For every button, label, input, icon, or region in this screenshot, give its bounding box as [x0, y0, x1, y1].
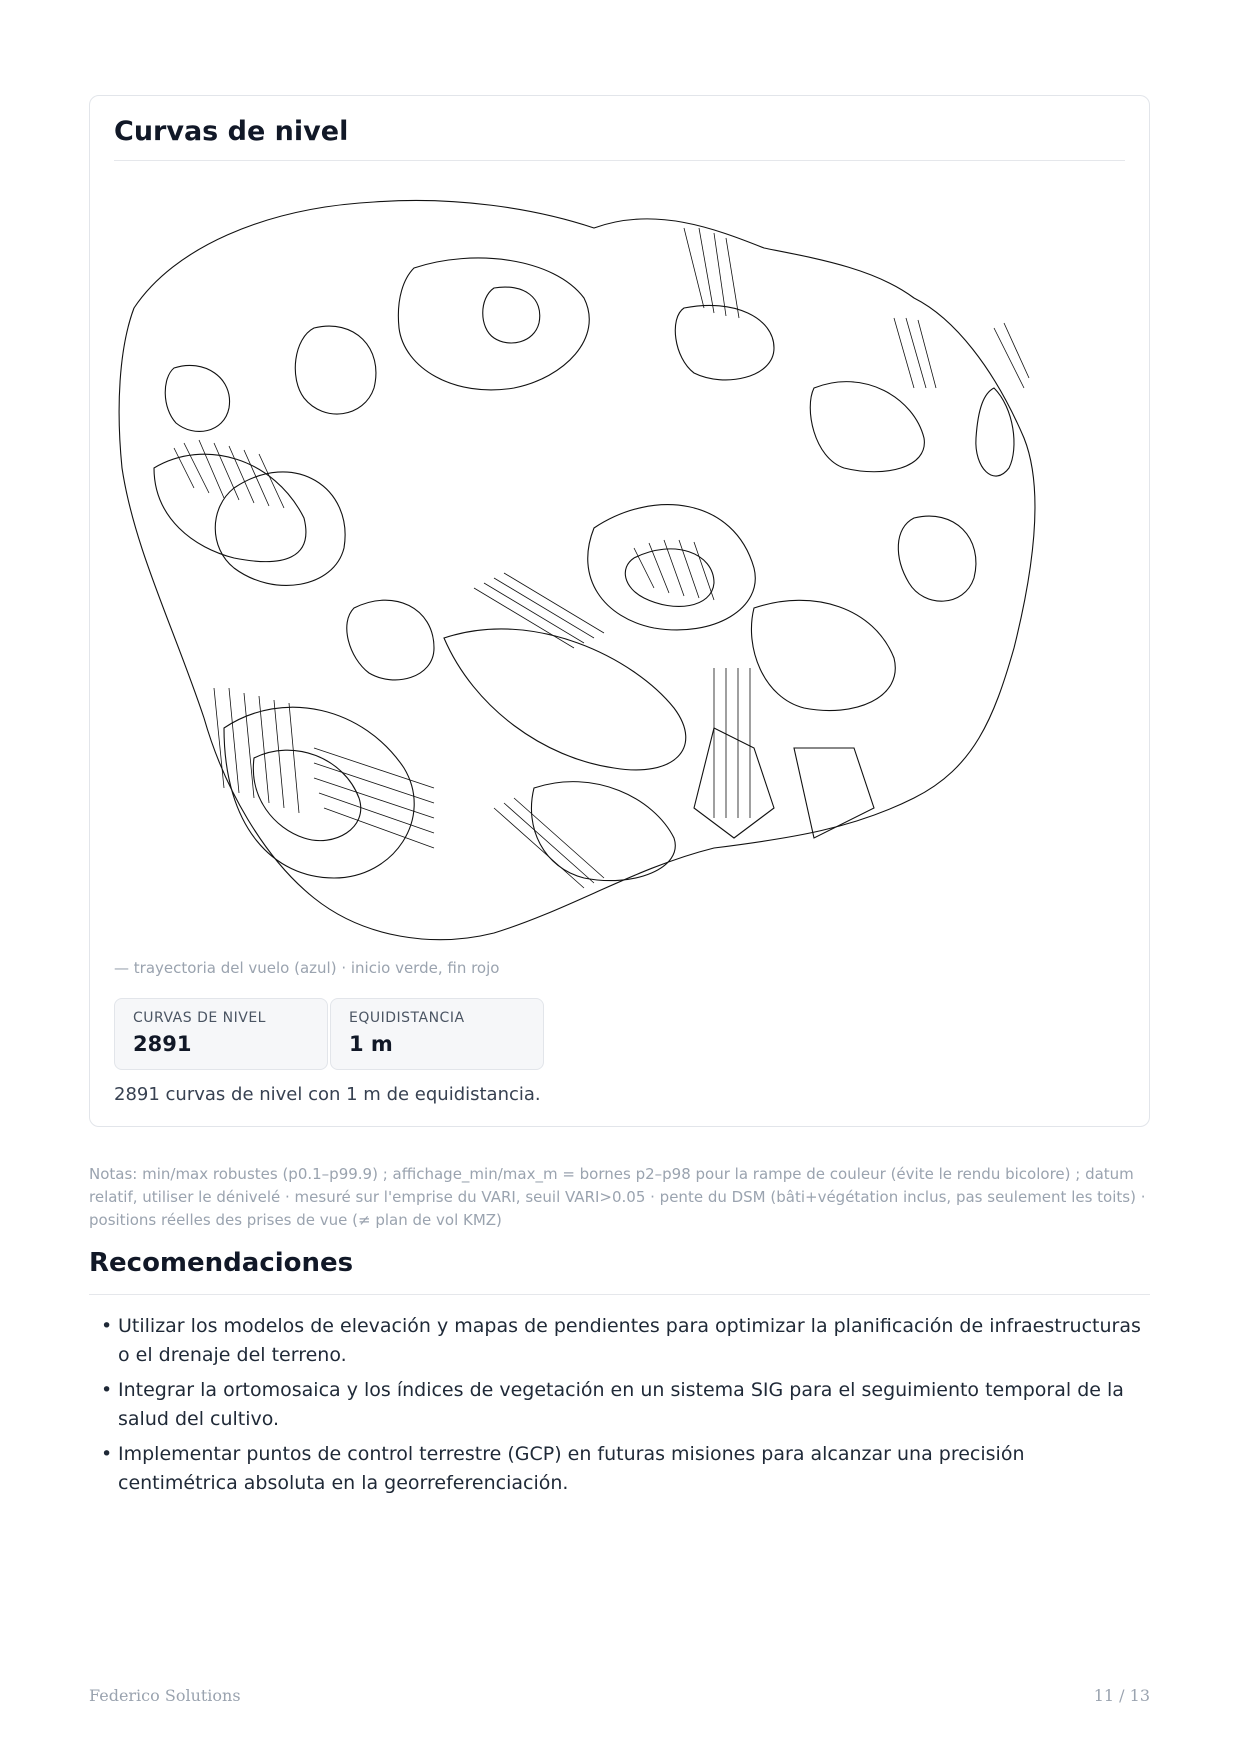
contour-map	[114, 188, 1126, 950]
recommendations-title: Recomendaciones	[89, 1248, 354, 1278]
stat-label: EQUIDISTANCIA	[349, 1010, 465, 1026]
footer-company: Federico Solutions	[89, 1686, 241, 1705]
map-caption: — trayectoria del vuelo (azul) · inicio verde, fin rojo	[114, 959, 500, 977]
title-divider	[114, 160, 1125, 161]
recommendations-divider	[89, 1294, 1150, 1295]
section-title: Curvas de nivel	[114, 116, 349, 147]
stat-equidistance	[330, 998, 544, 1070]
contour-card	[89, 95, 1150, 1127]
footer-page-number: 11 / 13	[1093, 1686, 1150, 1705]
stat-label: CURVAS DE NIVEL	[133, 1010, 266, 1026]
stat-value: 1 m	[349, 1032, 393, 1056]
stat-contour-count	[114, 998, 328, 1070]
recommendations-list	[89, 1312, 1150, 1504]
stat-value: 2891	[133, 1032, 192, 1056]
list-item: • Implementar puntos de control terrestre (GCP) en futuras misiones para alcanzar una precisión centimétrica absoluta en la georreferenciación.	[89, 1440, 1150, 1498]
list-item: • Utilizar los modelos de elevación y mapas de pendientes para optimizar la planificación de infraestructuras o el drenaje del terreno.	[89, 1312, 1150, 1370]
notes: Notas: min/max robustes (p0.1–p99.9) ; affichage_min/max_m = bornes p2–p98 pour la rampe de couleur (évite le rendu bicolore) ; datum relatif, utiliser le dénivelé · mesuré sur l'emprise du VARI, seuil VARI>0.05 · pente du DSM (bâti+végétation inclus, pas seulement les toits) · positions réelles des prises de vue (≠ plan de vol KMZ)	[89, 1165, 1146, 1229]
list-item: • Integrar la ortomosaica y los índices de vegetación en un sistema SIG para el seguimiento temporal de la salud del cultivo.	[89, 1376, 1150, 1434]
summary-text: 2891 curvas de nivel con 1 m de equidistancia.	[114, 1084, 541, 1105]
